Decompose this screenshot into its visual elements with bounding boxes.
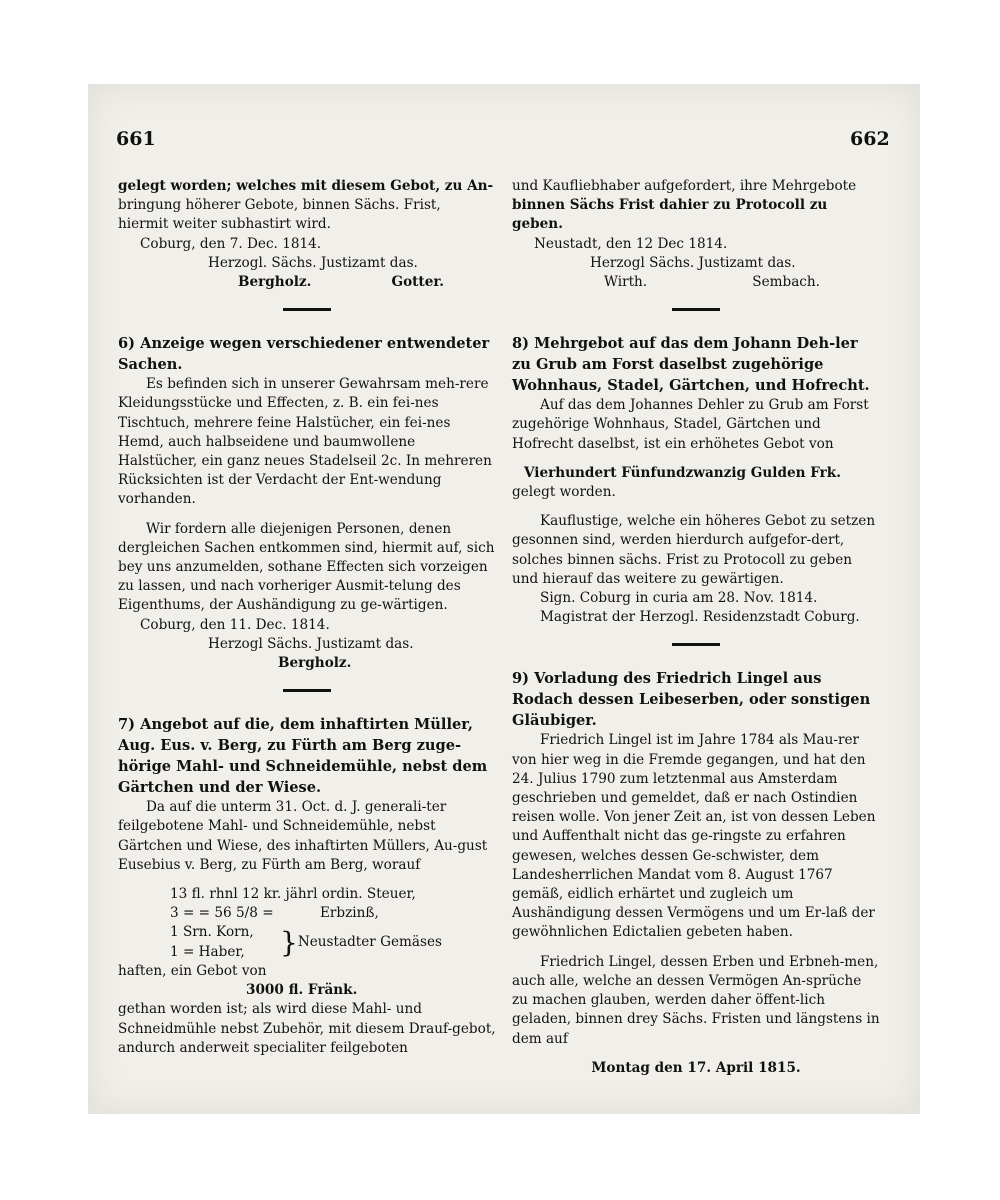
signatures <box>118 273 496 292</box>
section-8-paragraph: Kauflustige, welche ein höheres Gebot zu setzen gesonnen sind, werden hierdurch aufgefor-dert, solches binnen sächs. Frist zu Protocoll zu geben und hierauf das weitere zu gewärtigen. <box>512 513 876 587</box>
section-8-paragraph: Auf das dem Johannes Dehler zu Grub am Forst zugehörige Wohnhaus, Stadel, Gärtchen und Hofrecht daselbst, ist ein erhöhetes Gebot von <box>512 397 869 452</box>
right-column <box>512 177 880 1078</box>
intro-line: gelegt worden; welches mit diesem Gebot, zu An- <box>118 178 494 194</box>
intro-line: hiermit weiter subhastirt wird. <box>118 216 331 233</box>
signatures <box>512 273 880 292</box>
page-number-left: 661 <box>116 128 156 150</box>
tax-text: 13 fl. rhnl 12 kr. jährl ordin. Steuer, <box>170 886 416 903</box>
signature: Wirth. <box>604 274 648 291</box>
sign-line: Sign. Coburg in curia am 28. Nov. 1814. <box>540 590 818 607</box>
measure-label: Neustadter Gemäses <box>297 934 442 951</box>
section-9-paragraph: Friedrich Lingel, dessen Erben und Erbneh-men, auch alle, welche an dessen Vermögen An-sprüche zu machen glauben, werden daher öffent-lich geladen, binnen drey Sächs. Fristen und längstens in dem auf <box>512 953 880 1047</box>
section-7-paragraph: gethan worden ist; als wird diese Mahl- und Schneidmühle nebst Zubehör, mit diesem Drauf-gebot, andurch anderweit specialiter feilgeboten <box>118 1001 496 1056</box>
intro-line: binnen Sächs Frist dahier zu Protocoll zu geben. <box>512 197 828 233</box>
tax-amount: 3 = = 56 5/8 = <box>170 905 274 922</box>
measure-item: 1 = Haber, <box>170 943 245 960</box>
hearing-date: Montag den 17. April 1815. <box>591 1059 801 1076</box>
measure-group <box>118 923 496 961</box>
office-name: Herzogl Sächs. Justizamt das. <box>590 254 796 271</box>
section-9-paragraph: Friedrich Lingel ist im Jahre 1784 als Mau-rer von hier weg in die Fremde gegangen, und hat den 24. Julius 1790 zum letztenmal aus Amsterdam geschrieben und gemeldet, daß er nach Ostindien reisen wolle. Von jener Zeit an, ist von dessen Leben und Auffenthalt nicht das ge-ringste zu erfahren gewesen, welches dessen Ge-schwister, dem Landesherrlichen Mandat vom 8. August 1767 gemäß, eidlich erhärtet und zugleich um Aushändigung dessen Vermögens und um Er-laß der gewöhnlichen Edictalien gebeten haben. <box>512 732 876 941</box>
intro-line: und Kaufliebhaber aufgefordert, ihre Mehrgebote <box>512 178 857 194</box>
measure-item: 1 Srn. Korn, <box>170 924 254 941</box>
section-7-line: haften, ein Gebot von <box>118 962 267 979</box>
section-divider <box>672 308 720 311</box>
office-name: Herzogl Sächs. Justizamt das. <box>208 635 414 652</box>
signature: Gotter. <box>391 274 444 291</box>
brace: } <box>280 925 298 959</box>
left-column <box>118 177 496 1058</box>
signature: Bergholz. <box>278 655 352 672</box>
section-6-paragraph: Es befinden sich in unserer Gewahrsam meh-rere Kleidungsstücke und Effecten, z. B. ein fei-nes Tischtuch, mehrere feine Halstücher, ein fei-nes Hemd, auch halbseidene und baumwollene Halstücher, ein ganz neues Stadelseil 2c. In mehreren Rücksichten ist der Verdacht der Ent-wendung vorhanden. <box>118 376 492 508</box>
section-divider <box>283 689 331 692</box>
section-divider <box>283 308 331 311</box>
signature: Bergholz. <box>238 274 312 291</box>
section-7-heading: 7) Angebot auf die, dem inhaftirten Müller, Aug. Eus. v. Berg, zu Fürth am Berg zuge-hörige Mahl- und Schneidemühle, nebst dem Gärtchen und der Wiese. <box>118 716 488 797</box>
dateline: Neustadt, den 12 Dec 1814. <box>534 235 728 252</box>
section-9-heading: 9) Vorladung des Friedrich Lingel aus Rodach dessen Leibeserben, oder sonstigen Gläubiger. <box>512 670 871 730</box>
dateline: Coburg, den 7. Dec. 1814. <box>140 235 322 252</box>
tax-line <box>118 885 496 904</box>
signature: Sembach. <box>752 274 820 291</box>
page-number-right: 662 <box>850 128 890 150</box>
tax-line <box>118 904 496 923</box>
section-6-heading: 6) Anzeige wegen verschiedener entwendeter Sachen. <box>118 335 490 374</box>
bid-amount: Vierhundert Fünfundzwanzig Gulden Frk. <box>524 464 841 481</box>
intro-line: bringung höherer Gebote, binnen Sächs. Frist, <box>118 197 441 214</box>
tax-label: Erbzinß, <box>320 905 379 922</box>
magistrate: Magistrat der Herzogl. Residenzstadt Coburg. <box>540 609 860 626</box>
section-7-paragraph: Da auf die unterm 31. Oct. d. J. generali-ter feilgebotene Mahl- und Schneidemühle, nebst Gärtchen und Wiese, des inhaftirten Müllers, Au-gust Eusebius v. Berg, zu Fürth am Berg, worauf <box>118 799 488 873</box>
section-8-line: gelegt worden. <box>512 484 616 501</box>
section-8-heading: 8) Mehrgebot auf das dem Johann Deh-ler zu Grub am Forst daselbst zugehörige Wohnhaus, Stadel, Gärtchen, und Hofrecht. <box>512 335 870 395</box>
section-divider <box>672 643 720 646</box>
section-6-paragraph: Wir fordern alle diejenigen Personen, denen dergleichen Sachen entkommen sind, hiermit auf, sich bey uns anzumelden, sothane Effecten sich vorzeigen zu lassen, und nach vorheriger Ausmit-telung des Eigenthums, der Aushändigung zu ge-wärtigen. <box>118 520 495 614</box>
dateline: Coburg, den 11. Dec. 1814. <box>140 616 330 633</box>
bid-amount: 3000 fl. Fränk. <box>246 982 358 999</box>
office-name: Herzogl. Sächs. Justizamt das. <box>208 254 418 271</box>
